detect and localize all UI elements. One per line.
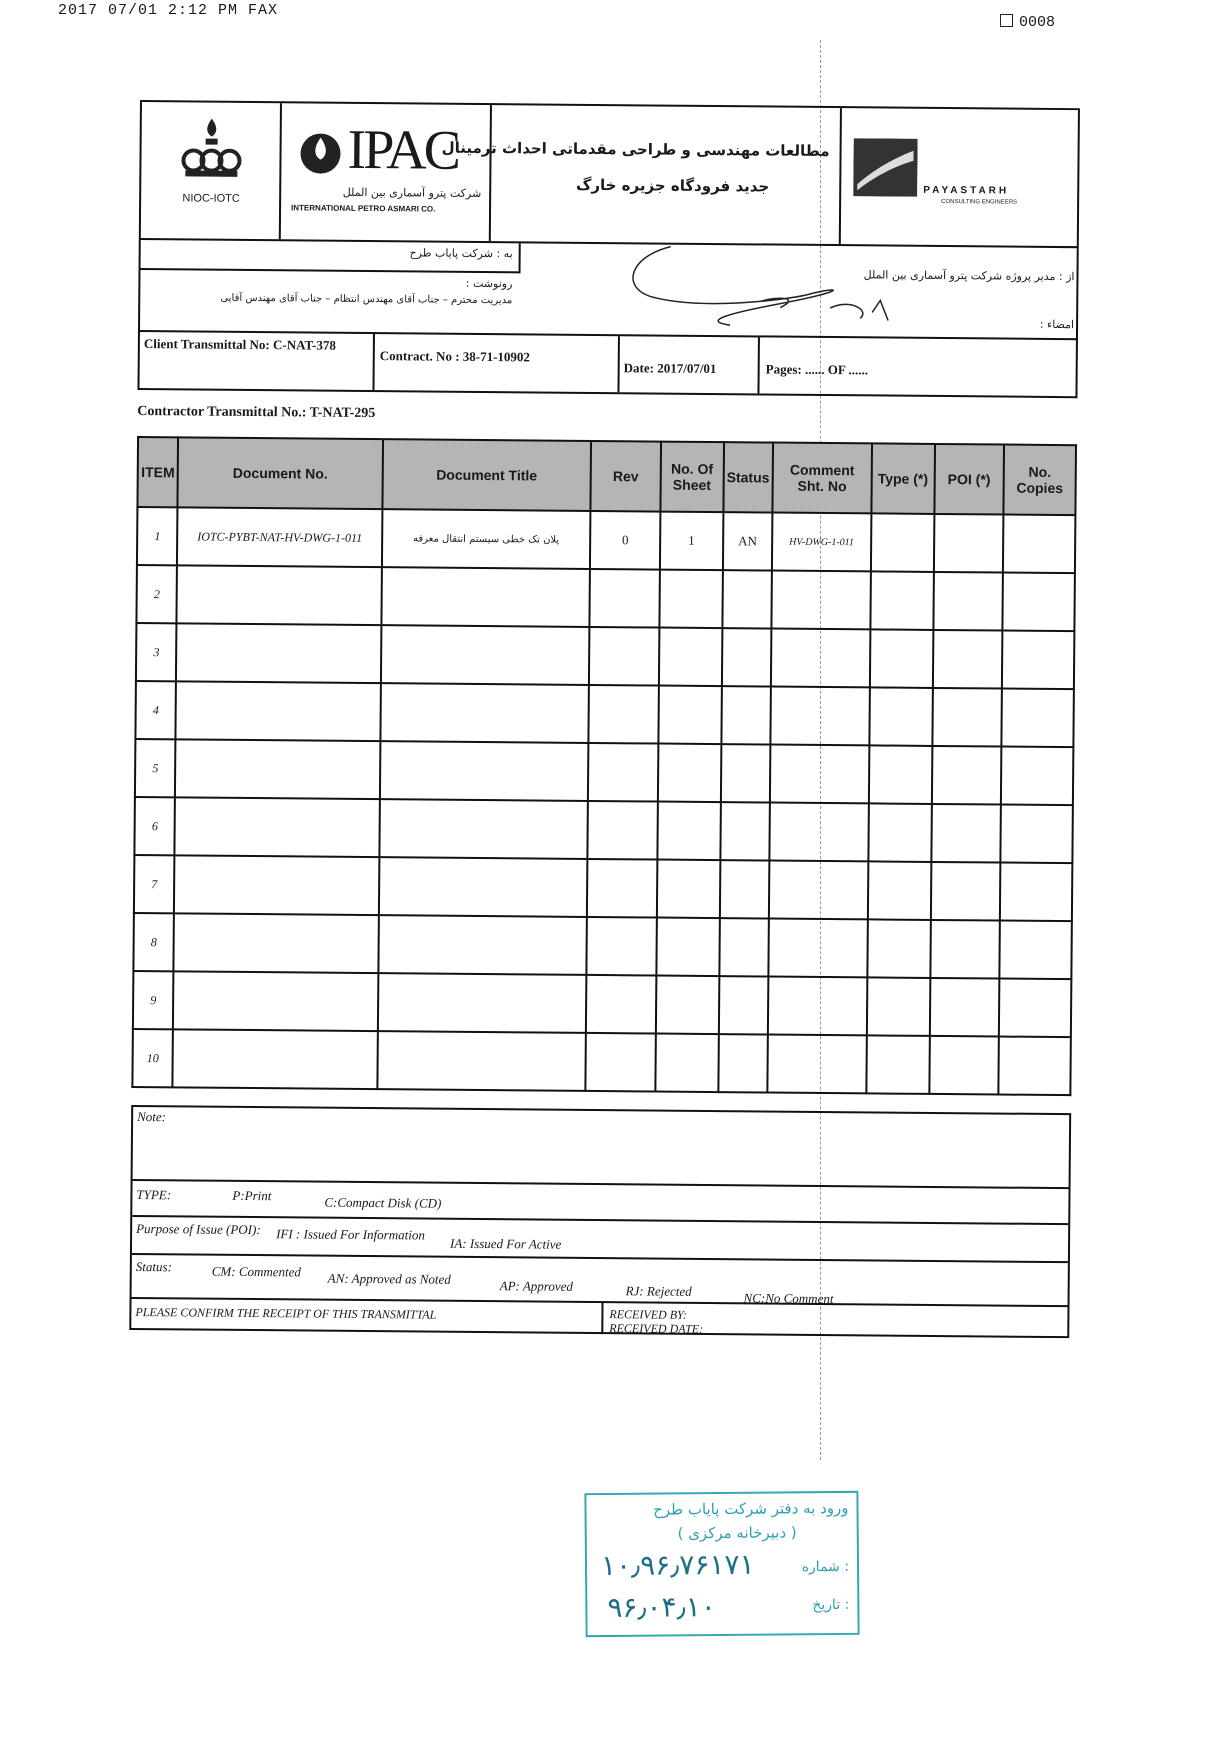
- type-print: P:Print: [232, 1187, 272, 1204]
- row-poi: [932, 630, 1002, 689]
- row-copies: [1003, 515, 1075, 574]
- status-an: AN: Approved as Noted: [327, 1270, 451, 1287]
- row-item: 9: [133, 971, 174, 1029]
- row-sheets: [656, 976, 719, 1035]
- row-document-no: [176, 681, 381, 741]
- table-row: [135, 681, 1073, 747]
- row-sheets: [657, 860, 720, 919]
- status-label: Status:: [135, 1259, 173, 1275]
- row-status: [721, 686, 771, 744]
- from-sender: از : مدیر پروژه شرکت پترو آسماری بین الملل: [863, 268, 1075, 284]
- documents-table: [131, 436, 1077, 1096]
- table-row: [136, 623, 1074, 689]
- status-ap: AP: Approved: [499, 1278, 574, 1294]
- row-sheets: [656, 918, 719, 977]
- row-item: 6: [134, 797, 175, 855]
- row-rev: [590, 569, 660, 628]
- row-copies: [1002, 689, 1074, 748]
- notes-block: [129, 1105, 1071, 1338]
- row-status: [718, 1034, 768, 1092]
- header-document-no: Document No.: [178, 437, 383, 509]
- row-rev: [588, 801, 658, 860]
- type-compact-disk: C:Compact Disk (CD): [324, 1194, 442, 1211]
- row-type: [868, 861, 931, 920]
- row-copies: [1000, 921, 1072, 980]
- row-comment-sheet: [770, 745, 869, 804]
- row-poi: [930, 920, 1000, 979]
- row-sheets: [658, 744, 721, 803]
- payastarh-wordmark: PAYASTARH: [923, 184, 1010, 197]
- row-status: [720, 802, 770, 860]
- row-poi: [930, 862, 1000, 921]
- row-copies: [1002, 631, 1074, 690]
- row-document-title: [380, 683, 589, 743]
- table-row: [133, 971, 1071, 1037]
- row-document-title: [380, 741, 589, 801]
- client-transmittal-no: Client Transmittal No: C-NAT-378: [143, 336, 336, 353]
- row-poi: [933, 572, 1003, 631]
- row-status: [722, 570, 772, 628]
- row-document-title: پلان تک خطی سیستم انتقال معرفه: [382, 509, 591, 569]
- row-item: 2: [136, 565, 177, 623]
- table-row: [132, 1029, 1070, 1095]
- row-sheets: 1: [660, 512, 723, 571]
- fax-header: 2017 07/01 2:12 PM FAX: [58, 2, 279, 19]
- row-status: AN: [723, 512, 773, 570]
- row-sheets: [655, 1034, 718, 1093]
- row-sheets: [657, 802, 720, 861]
- row-poi: [931, 746, 1001, 805]
- stamp-date-value: ۹۶٫۰۴٫۱۰: [607, 1590, 716, 1625]
- row-poi: [934, 514, 1004, 573]
- row-copies: [1001, 805, 1073, 864]
- header-type: Type (*): [871, 443, 934, 514]
- row-type: [867, 919, 930, 978]
- contractor-transmittal-no: Contractor Transmittal No.: T-NAT-295: [137, 403, 376, 422]
- row-type: [866, 1035, 929, 1094]
- signature-label: امضاء :: [1039, 317, 1075, 332]
- contract-no: Contract. No : 38-71-10902: [379, 348, 531, 365]
- table-row: [137, 507, 1075, 573]
- row-document-title: [379, 799, 588, 859]
- row-poi: [931, 804, 1001, 863]
- ipac-persian-name: شرکت پترو آسماری بین الملل: [342, 185, 482, 200]
- row-item: 4: [135, 681, 176, 739]
- row-comment-sheet: [771, 629, 870, 688]
- row-copies: [1003, 573, 1075, 632]
- row-status: [722, 628, 772, 686]
- row-item: 10: [132, 1029, 173, 1087]
- header-document-title: Document Title: [382, 439, 591, 511]
- row-document-title: [381, 625, 590, 685]
- row-status: [719, 976, 769, 1034]
- row-comment-sheet: HV-DWG-1-011: [772, 513, 871, 572]
- table-row: [134, 797, 1072, 863]
- payastarh-logo-cell: [841, 108, 1078, 246]
- fax-page-number: [1000, 14, 1055, 31]
- pages-count: Pages: ...... OF ......: [765, 361, 869, 378]
- header-no-copies: No. Copies: [1004, 445, 1076, 516]
- row-rev: 0: [590, 511, 660, 570]
- confirm-receipt: PLEASE CONFIRM THE RECEIPT OF THIS TRANSMITTAL: [135, 1305, 437, 1322]
- header-comment-sht-no: Comment Sht. No: [772, 443, 871, 514]
- stamp-date-label: تاریخ :: [812, 1596, 850, 1614]
- header-rev: Rev: [591, 441, 661, 512]
- project-title-line-1: مطالعات مهندسی و طراحی مقدماتی احداث ترمینال: [441, 138, 830, 161]
- stamp-line-2: ( دبیرخانه مرکزی ): [677, 1523, 797, 1543]
- row-type: [868, 803, 931, 862]
- row-comment-sheet: [770, 687, 869, 746]
- status-rj: RJ: Rejected: [625, 1283, 692, 1299]
- row-poi: [929, 1036, 999, 1095]
- row-document-title: [377, 973, 586, 1033]
- checkbox-icon: [1000, 14, 1013, 27]
- row-document-title: [378, 857, 587, 917]
- payastarh-subtitle: CONSULTING ENGINEERS: [941, 198, 1018, 206]
- row-item: 7: [134, 855, 175, 913]
- notes-divider-2: [132, 1215, 1068, 1225]
- contractor-row: [137, 390, 1077, 444]
- header-no-of-sheet: No. Of Sheet: [660, 442, 723, 513]
- row-document-no: [176, 623, 381, 683]
- row-status: [720, 860, 770, 918]
- row-sheets: [659, 628, 722, 687]
- poi-ifi: IFI : Issued For Information: [276, 1226, 425, 1243]
- cc-label: رونوشت :: [465, 276, 513, 291]
- row-copies: [999, 979, 1071, 1038]
- ipac-logo-cell: [281, 103, 492, 241]
- signature-icon: [610, 236, 911, 329]
- row-document-no: [175, 739, 380, 799]
- row-comment-sheet: [769, 803, 868, 862]
- stamp-number-label: شماره :: [801, 1558, 850, 1576]
- row-rev: [587, 859, 657, 918]
- received-by: RECEIVED BY:: [609, 1307, 688, 1322]
- project-title-line-2: جدید فرودگاه جزیره خارگ: [575, 175, 770, 196]
- row-type: [867, 977, 930, 1036]
- row-comment-sheet: [771, 571, 870, 630]
- row-copies: [1000, 863, 1072, 922]
- row-document-title: [378, 915, 587, 975]
- row-type: [870, 629, 933, 688]
- row-rev: [587, 917, 657, 976]
- table-row: [136, 565, 1074, 631]
- row-document-title: [377, 1031, 586, 1091]
- row-sheets: [658, 686, 721, 745]
- row-comment-sheet: [767, 1035, 866, 1094]
- stamp-number-value: ۱۰٫۹۶٫۷۶۱۷۱: [600, 1547, 755, 1583]
- row-document-no: [174, 913, 379, 973]
- type-label: TYPE:: [136, 1187, 172, 1203]
- row-item: 3: [136, 623, 177, 681]
- row-rev: [589, 627, 659, 686]
- nioc-logo-icon: [171, 114, 252, 185]
- ipac-drop-icon: [295, 125, 345, 175]
- row-rev: [589, 685, 659, 744]
- row-comment-sheet: [768, 977, 867, 1036]
- stamp-line-1: ورود به دفتر شرکت پایاب طرح: [653, 1498, 849, 1519]
- cc-value: مدیریت محترم – جناب آقای مهندس انتظام – جناب آقای مهندس آقایی: [220, 292, 513, 307]
- nioc-logo-cell: [141, 102, 282, 239]
- row-status: [721, 744, 771, 802]
- ipac-wordmark: IPAC: [347, 118, 459, 182]
- header-poi: POI (*): [934, 444, 1004, 515]
- transmittal-row: [137, 332, 1077, 398]
- form-header: [139, 100, 1080, 248]
- row-comment-sheet: [769, 861, 868, 920]
- row-poi: [932, 688, 1002, 747]
- transmittal-date: Date: 2017/07/01: [623, 360, 717, 377]
- row-type: [871, 513, 934, 572]
- row-comment-sheet: [768, 919, 867, 978]
- row-copies: [999, 1037, 1071, 1096]
- row-document-no: [175, 797, 380, 857]
- row-type: [870, 571, 933, 630]
- row-type: [869, 687, 932, 746]
- payastarh-logo-icon: [853, 138, 918, 197]
- status-cm: CM: Commented: [211, 1263, 302, 1280]
- table-row: [133, 913, 1071, 979]
- fax-page-value: 0008: [1019, 14, 1056, 31]
- notes-divider-1: [133, 1179, 1069, 1189]
- row-document-no: [174, 855, 379, 915]
- notes-divider-vertical: [601, 1301, 603, 1334]
- status-nc: NC:No Comment: [743, 1290, 834, 1307]
- header-item: ITEM: [137, 437, 178, 507]
- row-rev: [586, 975, 656, 1034]
- poi-ia: IA: Issued For Active: [449, 1235, 562, 1252]
- ipac-english-name: INTERNATIONAL PETRO ASMARI CO.: [291, 203, 436, 214]
- address-block: [138, 240, 1079, 340]
- row-item: 5: [135, 739, 176, 797]
- row-rev: [588, 743, 658, 802]
- header-status: Status: [723, 442, 773, 512]
- row-copies: [1001, 747, 1073, 806]
- table-row: [134, 855, 1072, 921]
- row-rev: [586, 1033, 656, 1092]
- table-header-row: [137, 437, 1076, 515]
- project-title-cell: [441, 105, 842, 244]
- row-item: 1: [137, 507, 178, 565]
- row-document-title: [381, 567, 590, 627]
- row-document-no: [177, 565, 382, 625]
- to-recipient: به : شرکت پایاب طرح: [409, 246, 513, 261]
- table-row: [135, 739, 1073, 805]
- note-label: Note:: [137, 1109, 167, 1125]
- nioc-label: NIOC-IOTC: [182, 192, 240, 205]
- row-item: 8: [133, 913, 174, 971]
- receipt-stamp: [584, 1491, 859, 1637]
- row-poi: [929, 978, 999, 1037]
- row-document-no: [173, 971, 378, 1031]
- transmittal-form: [128, 100, 1080, 1448]
- row-document-no: IOTC-PYBT-NAT-HV-DWG-1-011: [177, 507, 382, 567]
- poi-label: Purpose of Issue (POI):: [136, 1221, 261, 1238]
- row-status: [719, 918, 769, 976]
- notes-divider-3: [132, 1253, 1068, 1263]
- row-sheets: [659, 570, 722, 629]
- row-document-no: [173, 1029, 378, 1089]
- received-date: RECEIVED DATE:: [609, 1321, 704, 1336]
- row-type: [869, 745, 932, 804]
